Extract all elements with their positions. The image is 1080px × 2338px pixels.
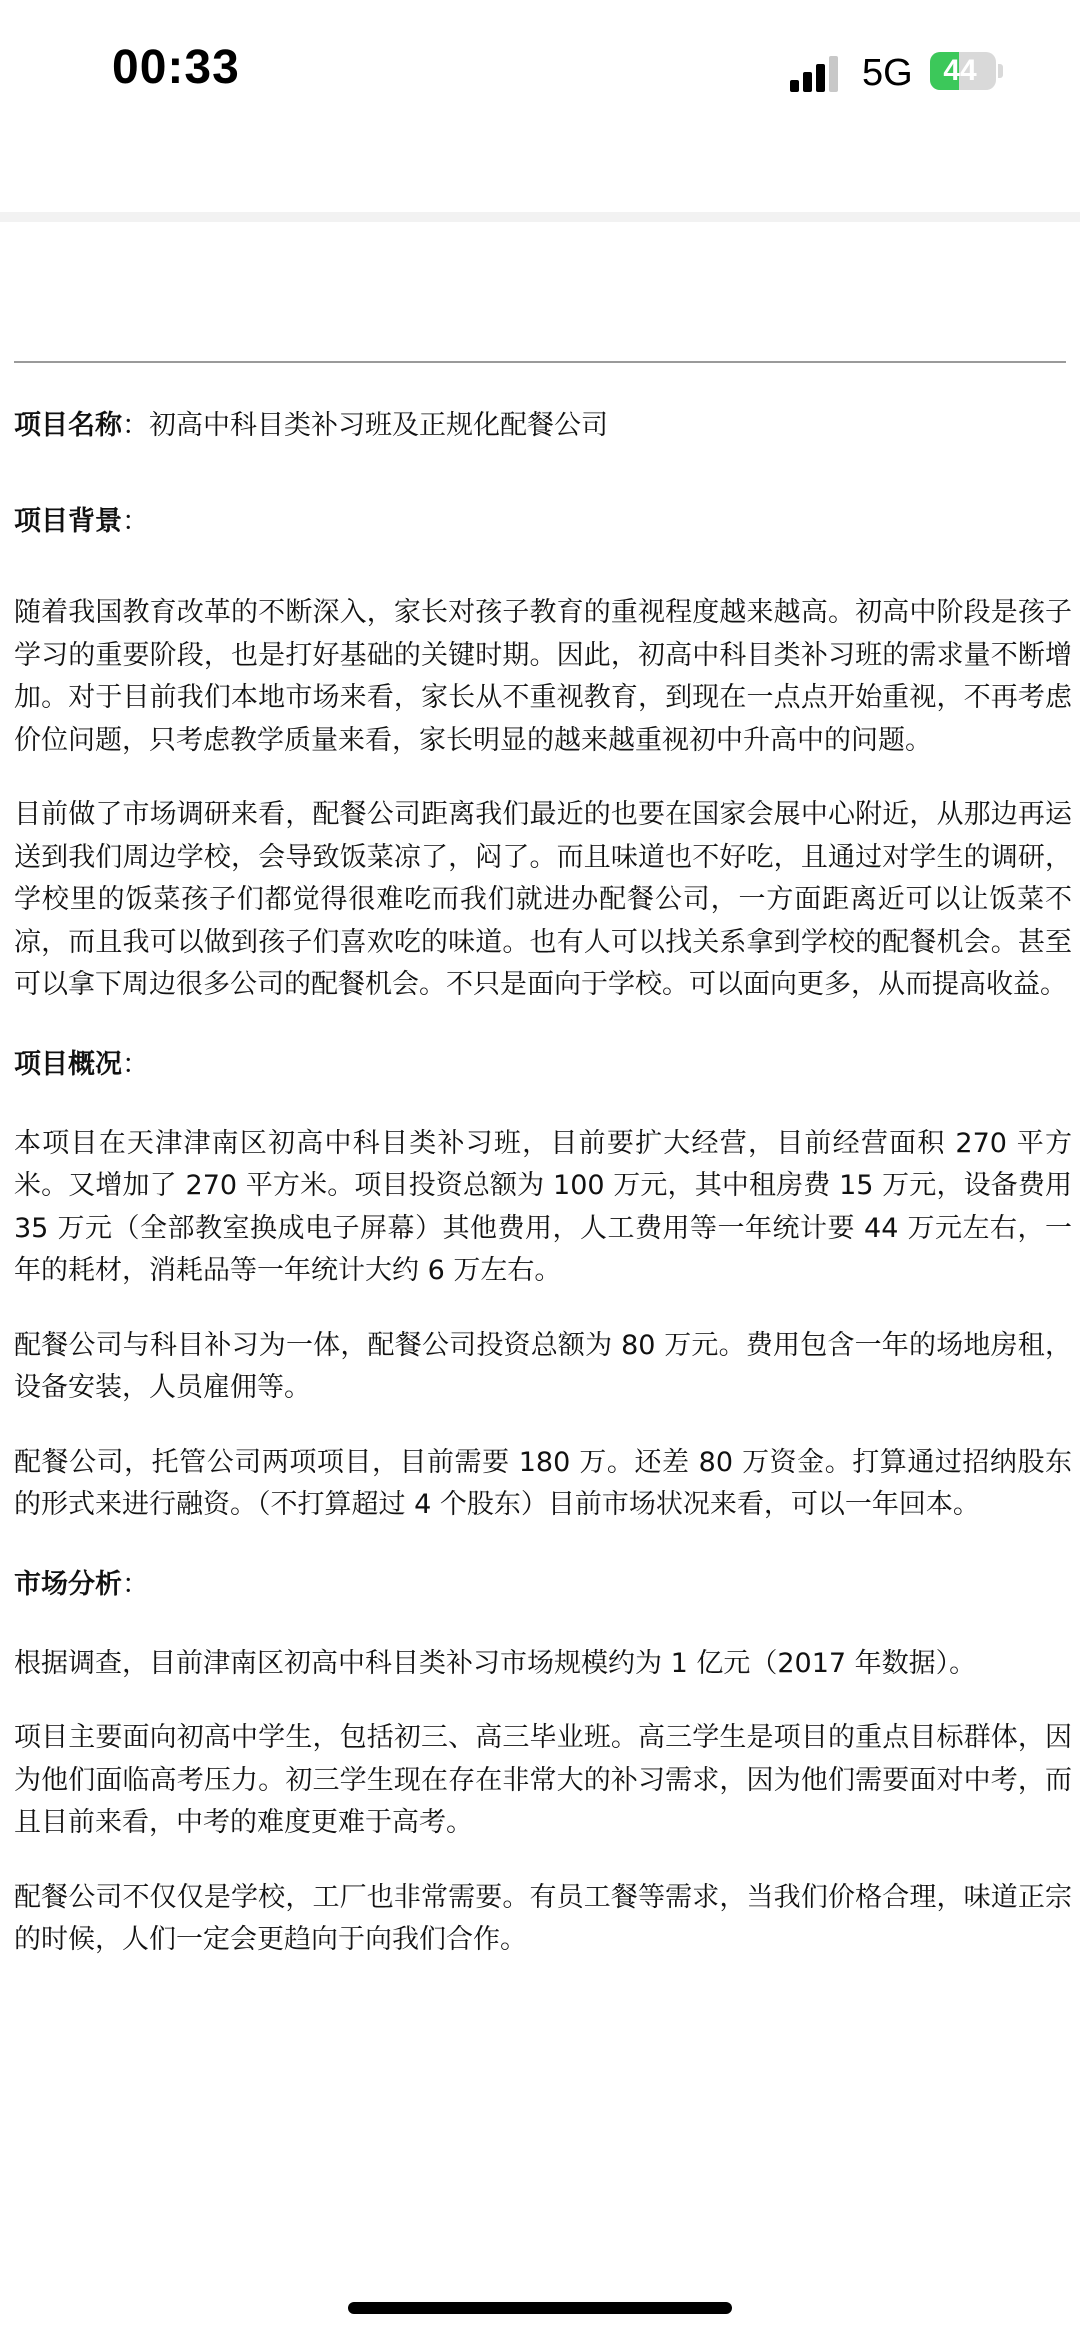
top-separator-band (0, 212, 1080, 222)
background-paragraph-1: 随着我国教育改革的不断深入，家长对孩子教育的重视程度越来越高。初高中阶段是孩子学习的重要阶段，也是打好基础的关键时期。因此，初高中科目类补习班的需求量不断增加。对于目前我们本地市场来看，家长从不重视教育，到现在一点点开始重视，不再考虑价位问题，只考虑教学质量来看，家长明显的越来越重视初中升高中的问题。 (14, 597, 1072, 756)
overview-colon: ： (122, 1048, 149, 1080)
document-body (14, 400, 1072, 1962)
section-heading-background (14, 496, 1072, 548)
market-paragraph-3: 配餐公司不仅仅是学校，工厂也非常需要。有员工餐等需求，当我们价格合理，味道正宗的时候，人们一定会更趋向于向我们合作。 (14, 1881, 1072, 1955)
signal-bar (803, 72, 812, 92)
background-label: 项目背景 (14, 506, 122, 537)
section-heading-overview (14, 1039, 1072, 1091)
project-name-label: 项目名称 (14, 410, 122, 441)
background-colon: ： (122, 506, 149, 537)
document-divider (14, 361, 1066, 363)
market-paragraph-2: 项目主要面向初高中学生，包括初三、高三毕业班。高三学生是项目的重点目标群体，因为他们面临高考压力。初三学生现在存在非常大的补习需求，因为他们需要面对中考，而且目前来看，中考的难度更难于高考。 (14, 1722, 1072, 1838)
network-type-label: 5G (862, 52, 913, 94)
section-heading-market (14, 1559, 1072, 1611)
background-paragraph-2: 目前做了市场调研来看，配餐公司距离我们最近的也要在国家会展中心附近，从那边再运送到我们周边学校，会导致饭菜凉了，闷了。而且味道也不好吃，且通过对学生的调研，学校里的饭菜孩子们都觉得很难吃而我们就进办配餐公司，一方面距离近可以让饭菜不凉，而且我可以做到孩子们喜欢吃的味道。也有人可以找关系拿到学校的配餐机会。甚至可以拿下周边很多公司的配餐机会。不只是面向于学校。可以面向更多，从而提高收益。 (14, 799, 1072, 1000)
project-name-value: ：初高中科目类补习班及正规化配餐公司 (122, 410, 608, 441)
overview-paragraph-3: 配餐公司，托管公司两项项目，目前需要 180 万。还差 80 万资金。打算通过招纳股东的形式来进行融资。（不打算超过 4 个股东）目前市场状况来看，可以一年回本。 (14, 1446, 1072, 1520)
overview-label: 项目概况 (14, 1048, 122, 1080)
status-time: 00:33 (112, 41, 240, 94)
signal-bar (816, 64, 825, 92)
overview-paragraph-1: 本项目在天津津南区初高中科目类补习班，目前要扩大经营，目前经营面积 270 平方米。又增加了 270 平方米。项目投资总额为 100 万元，其中租房费 15 万元，设备费用 35 万元（全部教室换成电子屏幕）其他费用，人工费用等一年统计要 44 万元左右，一年的耗材，消耗品等一年统计大约 6 万左右。 (14, 1127, 1072, 1286)
signal-bar (790, 80, 799, 92)
battery-level-text: 44 (943, 54, 977, 87)
battery-cap (998, 64, 1003, 78)
signal-bar (829, 56, 838, 92)
overview-paragraph-2: 配餐公司与科目补习为一体，配餐公司投资总额为 80 万元。费用包含一年的场地房租，设备安装，人员雇佣等。 (14, 1329, 1072, 1403)
home-indicator[interactable] (348, 2302, 732, 2314)
market-paragraph-1: 根据调查，目前津南区初高中科目类补习市场规模约为 1 亿元（2017 年数据）。 (14, 1647, 977, 1679)
project-name-line (14, 400, 1072, 452)
market-label: 市场分析 (14, 1568, 122, 1600)
battery-icon (930, 52, 996, 90)
cellular-signal-icon (790, 56, 844, 92)
status-bar (0, 0, 1080, 140)
market-colon: ： (122, 1568, 149, 1600)
